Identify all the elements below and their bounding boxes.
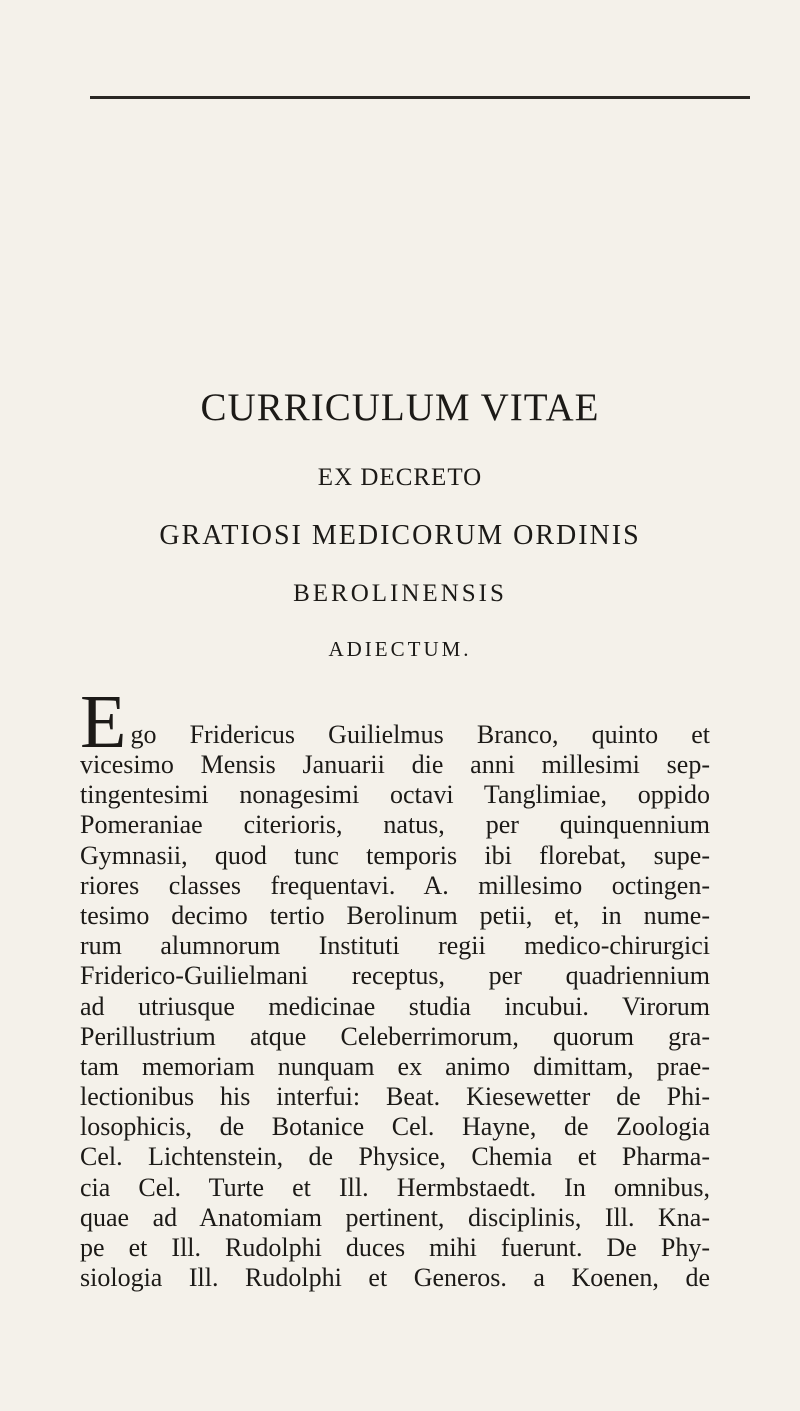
paragraph-line: Friderico-Guilielmani receptus, per quadriennium (80, 961, 710, 991)
paragraph-first-line: go Fridericus Guilielmus Branco, quinto et (130, 720, 710, 749)
page-title: CURRICULUM VITAE (200, 386, 600, 429)
paragraph-line: quae ad Anatomiam pertinent, disciplinis, Ill. Kna- (80, 1202, 710, 1232)
paragraph-line: ad utriusque medicinae studia incubui. Virorum (80, 991, 710, 1021)
paragraph-line: pe et Ill. Rudolphi duces mihi fuerunt. De Phy- (80, 1233, 710, 1262)
subtitle-line-1: EX DECRETO (317, 464, 483, 491)
paragraph-line: lectionibus his interfui: Beat. Kiesewetter de Phi- (80, 1082, 710, 1112)
first-line-block (80, 680, 710, 764)
paragraph-line: vicesimo Mensis Januarii die anni millesimi sep- (80, 750, 710, 779)
body-paragraph (80, 680, 710, 1293)
paragraph-line: tesimo decimo tertio Berolinum petii, et, in nume- (80, 900, 710, 930)
paragraph-line: losophicis, de Botanice Cel. Hayne, de Zoologia (80, 1112, 710, 1142)
subtitle-line-2: GRATIOSI MEDICORUM ORDINIS (159, 520, 641, 551)
paragraph-line: Cel. Lichtenstein, de Physice, Chemia et Pharma- (80, 1142, 710, 1172)
paragraph-line: rum alumnorum Instituti regii medico-chirurgici (80, 931, 710, 961)
subtitle-line-3: BEROLINENSIS (293, 580, 507, 607)
subtitle-line-4: ADIECTUM. (328, 637, 472, 661)
paragraph-line: tam memoriam nunquam ex animo dimittam, prae- (80, 1051, 710, 1081)
paragraph-line: siologia Ill. Rudolphi et Generos. a Koenen, de (80, 1263, 710, 1293)
paragraph-line: Pomeraniae citerioris, natus, per quinquennium (80, 810, 710, 840)
paragraph-line: cia Cel. Turte et Ill. Hermbstaedt. In omnibus, (80, 1172, 710, 1202)
paragraph-line: riores classes frequentavi. A. millesimo octingen- (80, 870, 710, 900)
paragraph-line: tingentesimi nonagesimi octavi Tanglimiae, oppido (80, 780, 710, 810)
paragraph-line: Gymnasii, quod tunc temporis ibi florebat, supe- (80, 840, 710, 870)
drop-cap: E (80, 680, 127, 764)
paragraph-line: Perillustrium atque Celeberrimorum, quorum gra- (80, 1021, 710, 1051)
top-rule (90, 96, 750, 99)
